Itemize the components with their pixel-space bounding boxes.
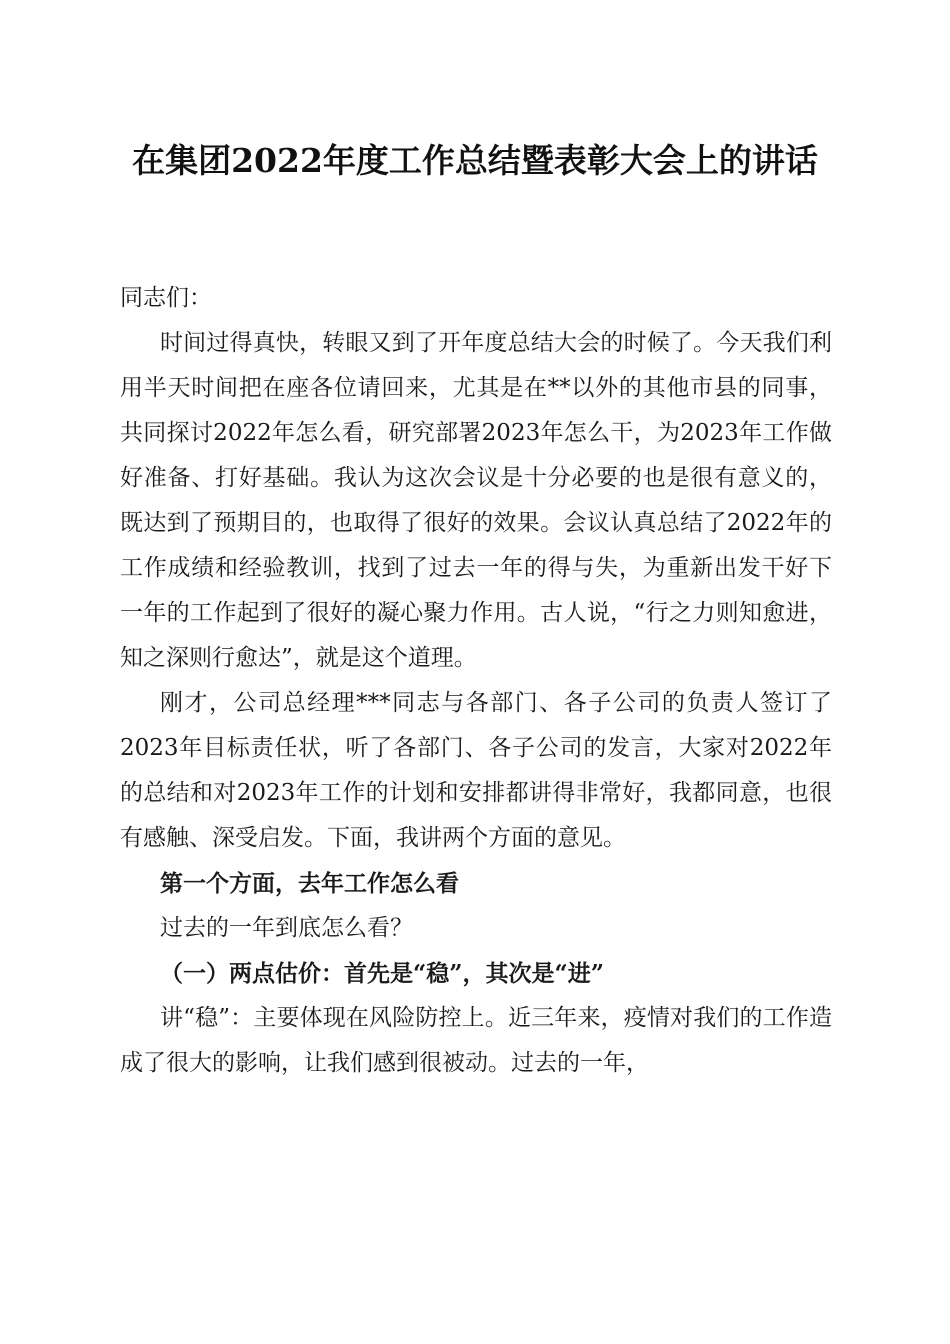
document-title: 在集团2022年度工作总结暨表彰大会上的讲话 [132,141,818,180]
paragraph-stability: 讲“稳”：主要体现在风险防控上。近三年来，疫情对我们的工作造成了很大的影响，让我们感到很被动。过去的一年， [120,1005,832,1076]
section-question: 过去的一年到底怎么看？ [160,915,413,941]
document-body [120,276,832,1086]
section-heading: 第一个方面，去年工作怎么看 [160,870,459,897]
paragraph-opening: 时间过得真快，转眼又到了开年度总结大会的时候了。今天我们利用半天时间把在座各位请回来，尤其是在**以外的其他市县的同事，共同探讨2022年怎么看，研究部署2023年怎么干，为2023年工作做好准备、打好基础。我认为这次会议是十分必要的也是很有意义的，既达到了预期目的，也取得了很好的效果。会议认真总结了2022年的工作成绩和经验教训，找到了过去一年的得与失，为重新出发干好下一年的工作起到了很好的凝心聚力作用。古人说，“行之力则知愈进，知之深则行愈达”，就是这个道理。 [120,330,832,671]
subheading: （一）两点估价：首先是“稳”，其次是“进” [160,960,604,987]
paragraph-responsibility: 刚才，公司总经理***同志与各部门、各子公司的负责人签订了2023年目标责任状，听了各部门、各子公司的发言，大家对2022年的总结和对2023年工作的计划和安排都讲得非常好，我都同意，也很有感触、深受启发。下面，我讲两个方面的意见。 [120,690,832,851]
salutation: 同志们： [120,285,212,311]
